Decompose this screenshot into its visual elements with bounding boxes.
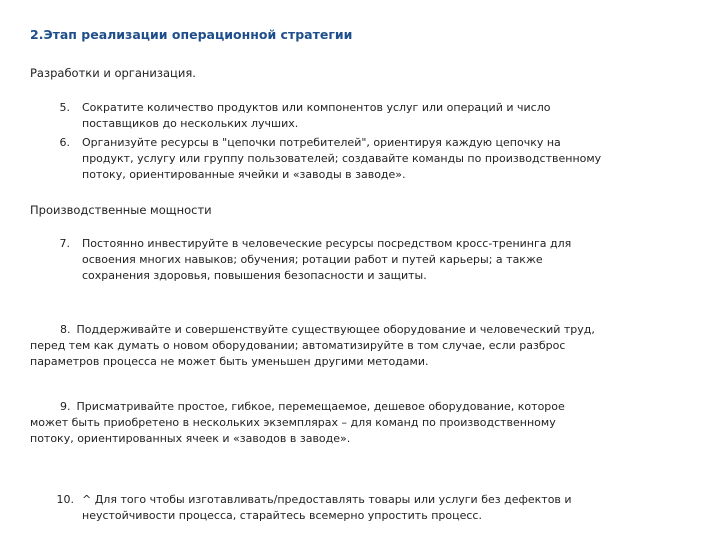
paragraph-first-line: Поддерживайте и совершенствуйте существующее оборудование и человеческий труд,: [76, 323, 595, 336]
list-item-5: [52, 100, 692, 134]
list-number: 10.: [56, 493, 74, 506]
list-number: 7.: [59, 237, 70, 250]
section-title-development: Разработки и организация.: [30, 66, 196, 80]
list-item-text: Постоянно инвестируйте в человеческие ресурсы посредством кросс-тренинга для освоения многих навыков; обучения; ротации работ и путей карьеры; а также сохранения здоровья, повышения безопасности и защиты.: [82, 237, 572, 282]
list-item-10: [52, 492, 692, 526]
paragraph-continuation: перед тем как думать о новом оборудовании; автоматизируйте в том случае, если разброс параметров процесса не может быть уменьшен другими методами.: [30, 339, 566, 368]
list-item-text: ^ Для того чтобы изготавливать/предоставлять товары или услуги без дефектов и неустойчивости процесса, старайтесь всемерно упростить процесс.: [82, 493, 572, 522]
list-item-text: Сократите количество продуктов или компонентов услуг или операций и число поставщиков до нескольких лучших.: [82, 101, 551, 130]
list-number: 6.: [59, 136, 70, 149]
paragraph-first-line: Присматривайте простое, гибкое, перемещаемое, дешевое оборудование, которое: [76, 400, 565, 413]
section-title-capacity: Производственные мощности: [30, 203, 212, 217]
list-item-7: [52, 236, 692, 286]
list-item-6: [52, 135, 692, 185]
list-item-text: Организуйте ресурсы в "цепочки потребителей", ориентируя каждую цепочку на продукт, услугу или группу пользователей; создавайте команды по производственному потоку, ориентированные ячейки и «заводы в заводе».: [82, 136, 602, 181]
list-number: 9.: [60, 400, 71, 413]
page-title: 2.Этап реализации операционной стратегии: [30, 27, 353, 42]
paragraph-8: [30, 322, 690, 370]
paragraph-9: [30, 399, 690, 447]
list-number: 5.: [59, 101, 70, 114]
list-number: 8.: [60, 323, 71, 336]
paragraph-continuation: может быть приобретено в нескольких экземплярах – для команд по производственному потоку, ориентированных ячеек и «заводов в заводе».: [30, 416, 556, 445]
